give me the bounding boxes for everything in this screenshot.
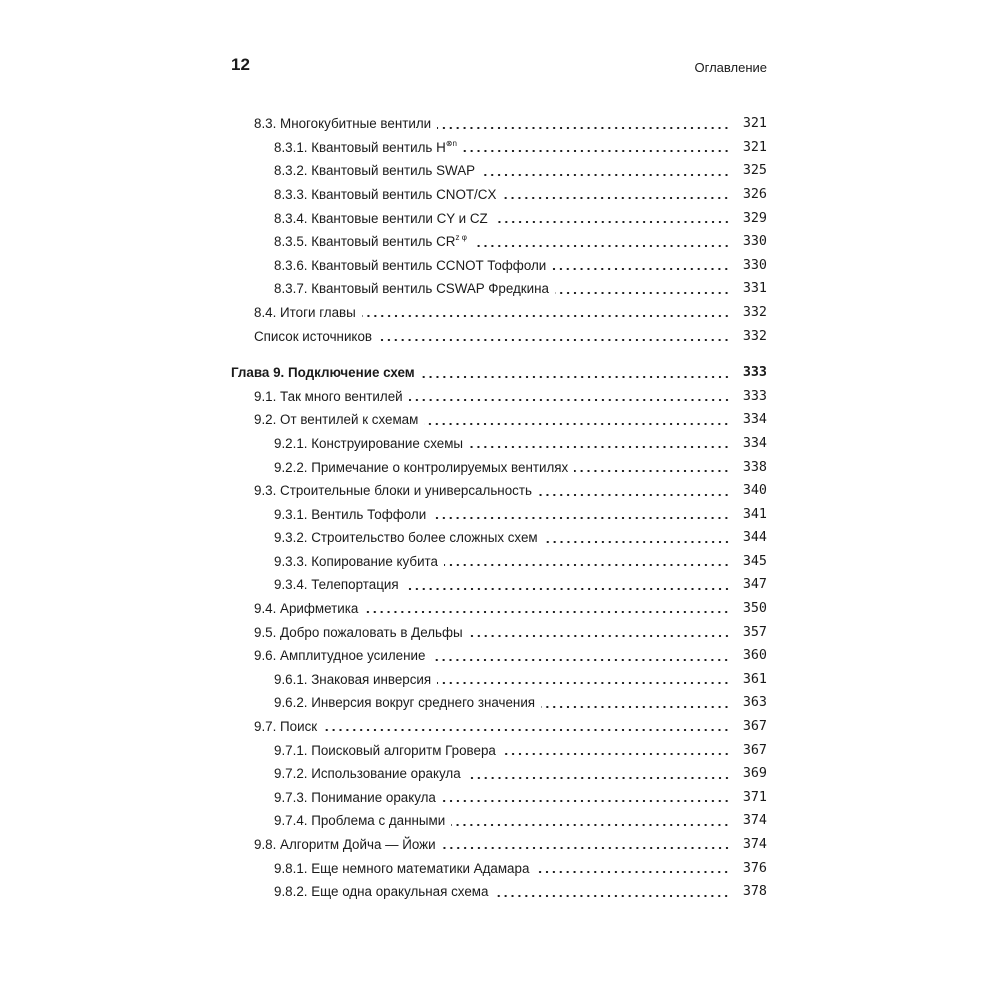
toc-entry-superscript: ⊗n — [445, 138, 457, 148]
toc-entry-title: 9.8.2. Еще одна оракульная схема — [274, 884, 489, 900]
table-of-contents — [231, 107, 767, 899]
toc-entry[interactable] — [231, 178, 767, 202]
dot-leader — [431, 659, 730, 661]
dot-leader — [469, 446, 730, 448]
dot-leader — [424, 423, 730, 425]
dot-leader — [555, 292, 730, 294]
page-number: 12 — [231, 55, 250, 74]
toc-entry[interactable] — [231, 403, 767, 427]
toc-entry-page: 357 — [742, 624, 767, 640]
toc-entry-page: 378 — [742, 884, 767, 900]
toc-entry[interactable] — [231, 545, 767, 569]
dot-leader — [494, 221, 730, 223]
toc-entry-page: 376 — [742, 860, 767, 876]
toc-entry-title: 8.3.4. Квантовые вентили CY и CZ — [274, 210, 488, 226]
toc-entry-page: 369 — [742, 766, 767, 782]
toc-entry-superscript: z φ — [455, 233, 467, 243]
toc-entry-page: 333 — [742, 388, 767, 404]
toc-entry[interactable] — [231, 427, 767, 451]
dot-leader — [481, 174, 730, 176]
toc-entry-title: 9.6. Амплитудное усиление — [254, 648, 426, 664]
toc-entry[interactable] — [231, 498, 767, 522]
toc-entry-title: 8.3.1. Квантовый вентиль $H^{\otimes n}$ — [274, 138, 457, 155]
toc-entry[interactable] — [231, 131, 767, 155]
toc-entry-title: Список источников — [254, 328, 373, 344]
toc-entry-title: 8.3. Многокубитные вентили — [254, 116, 432, 132]
toc-entry[interactable] — [231, 474, 767, 498]
dot-leader — [463, 150, 730, 152]
dot-leader — [538, 494, 730, 496]
toc-entry-page: 350 — [742, 601, 767, 617]
running-head: Оглавление — [694, 60, 767, 75]
toc-entry-page: 361 — [742, 671, 767, 687]
toc-entry-page: 331 — [742, 281, 767, 297]
toc-entry-page: 367 — [742, 742, 767, 758]
toc-entry-title: 9.3.4. Телепортация — [274, 577, 399, 593]
toc-entry[interactable] — [231, 592, 767, 616]
toc-entry-page: 334 — [742, 435, 767, 451]
toc-entry[interactable] — [231, 733, 767, 757]
toc-entry-page: 347 — [742, 577, 767, 593]
toc-entry[interactable] — [231, 319, 767, 343]
dot-leader — [451, 824, 730, 826]
toc-entry-title: 9.7.4. Проблема с данными — [274, 813, 446, 829]
dot-leader — [405, 588, 730, 590]
toc-entry[interactable] — [231, 639, 767, 663]
toc-chapter-entry[interactable] — [231, 356, 767, 380]
toc-entry-page: 330 — [742, 257, 767, 273]
dot-leader — [544, 541, 730, 543]
dot-leader — [432, 517, 730, 519]
toc-entry[interactable] — [231, 249, 767, 273]
toc-entry-page: 367 — [742, 719, 767, 735]
toc-entry-page: 332 — [742, 304, 767, 320]
toc-entry[interactable] — [231, 201, 767, 225]
dot-leader — [362, 315, 730, 317]
dot-leader — [541, 706, 730, 708]
dot-leader — [494, 895, 730, 897]
toc-entry[interactable] — [231, 804, 767, 828]
toc-entry-page: 333 — [742, 365, 767, 381]
toc-entry[interactable] — [231, 296, 767, 320]
dot-leader — [444, 564, 730, 566]
toc-entry-title: 9.3.1. Вентиль Тоффоли — [274, 506, 427, 522]
dot-leader — [502, 753, 730, 755]
toc-entry[interactable] — [231, 225, 767, 249]
toc-entry-title: 9.8. Алгоритм Дойча — Йожи — [254, 837, 436, 852]
toc-entry-title: 9.3. Строительные блоки и универсальность — [254, 483, 532, 499]
toc-entry-title: 9.7.1. Поисковый алгоритм Гровера — [274, 742, 496, 758]
toc-entry-title: 9.4. Арифметика — [254, 601, 359, 617]
toc-entry-page: 326 — [742, 186, 767, 202]
toc-entry[interactable] — [231, 380, 767, 404]
toc-entry-title: 9.8.1. Еще немного математики Адамара — [274, 860, 530, 876]
toc-entry-title: 8.3.6. Квантовый вентиль CCNOT Тоффоли — [274, 257, 547, 273]
toc-entry[interactable] — [231, 875, 767, 899]
toc-entry-title: 8.3.2. Квантовый вентиль SWAP — [274, 163, 476, 179]
toc-entry[interactable] — [231, 686, 767, 710]
toc-entry-title: Глава 9. Подключение схем — [231, 365, 415, 381]
toc-entry[interactable] — [231, 828, 767, 852]
dot-leader — [442, 847, 730, 849]
toc-entry-title: 9.7. Поиск — [254, 719, 318, 735]
dot-leader — [469, 635, 730, 637]
toc-entry-page: 374 — [742, 837, 767, 852]
toc-entry-title: 9.2.1. Конструирование схемы — [274, 435, 464, 451]
toc-entry-page: 329 — [742, 210, 767, 226]
dot-leader — [442, 800, 730, 802]
toc-entry-title: 9.6.1. Знаковая инверсия — [274, 671, 432, 687]
dot-leader — [437, 127, 730, 129]
dot-leader — [574, 470, 730, 472]
toc-entry-title: 9.5. Добро пожаловать в Дельфы — [254, 624, 463, 640]
toc-entry-page: 360 — [742, 648, 767, 664]
toc-entry-page: 345 — [742, 553, 767, 569]
toc-entry-title: 8.3.5. Квантовый вентиль $CR^{z \varphi}$ — [274, 233, 467, 250]
toc-entry-page: 321 — [742, 139, 767, 155]
dot-leader — [535, 871, 730, 873]
toc-entry-page: 332 — [742, 328, 767, 344]
toc-entry-title: 8.3.3. Квантовый вентиль CNOT/CX — [274, 186, 497, 202]
toc-entry-page: 338 — [742, 459, 767, 475]
toc-entry-page: 371 — [742, 789, 767, 805]
toc-entry-title: 8.3.7. Квантовый вентиль CSWAP Фредкина — [274, 281, 549, 297]
toc-entry[interactable] — [231, 107, 767, 131]
toc-entry-page: 325 — [742, 163, 767, 179]
toc-entry[interactable] — [231, 521, 767, 545]
toc-entry[interactable] — [231, 781, 767, 805]
toc-entry-page: 340 — [742, 483, 767, 499]
toc-entry-title: 9.2. От вентилей к схемам — [254, 412, 419, 428]
toc-entry-page: 344 — [742, 530, 767, 546]
toc-entry-page: 374 — [742, 813, 767, 829]
toc-entry[interactable] — [231, 851, 767, 875]
dot-leader — [552, 268, 730, 270]
dot-leader — [473, 245, 730, 247]
dot-leader — [409, 399, 730, 401]
dot-leader — [323, 729, 730, 731]
toc-entry[interactable] — [231, 154, 767, 178]
toc-entry[interactable] — [231, 757, 767, 781]
toc-entry[interactable] — [231, 663, 767, 687]
toc-entry-page: 363 — [742, 695, 767, 711]
toc-entry-page: 330 — [742, 234, 767, 250]
toc-entry-title: 8.4. Итоги главы — [254, 304, 356, 320]
dot-leader — [421, 376, 730, 378]
dot-leader — [467, 777, 730, 779]
toc-entry[interactable] — [231, 710, 767, 734]
toc-entry-title: 9.3.2. Строительство более сложных схем — [274, 530, 538, 546]
toc-entry-title: 9.2.2. Примечание о контролируемых вентилях — [274, 459, 569, 475]
toc-entry[interactable] — [231, 450, 767, 474]
toc-entry[interactable] — [231, 615, 767, 639]
dot-leader — [364, 611, 730, 613]
toc-entry[interactable] — [231, 568, 767, 592]
dot-leader — [502, 197, 730, 199]
toc-entry-title: 9.1. Так много вентилей — [254, 388, 403, 404]
toc-entry-page: 321 — [742, 116, 767, 132]
toc-entry[interactable] — [231, 272, 767, 296]
toc-entry-title: 9.6.2. Инверсия вокруг среднего значения — [274, 695, 536, 711]
toc-entry-page: 334 — [742, 412, 767, 428]
toc-entry-page: 341 — [742, 506, 767, 522]
toc-entry-title: 9.3.3. Копирование кубита — [274, 553, 438, 569]
dot-leader — [378, 339, 730, 341]
dot-leader — [437, 682, 730, 684]
toc-entry-title: 9.7.3. Понимание оракула — [274, 789, 436, 805]
toc-entry-title: 9.7.2. Использование оракула — [274, 766, 461, 782]
